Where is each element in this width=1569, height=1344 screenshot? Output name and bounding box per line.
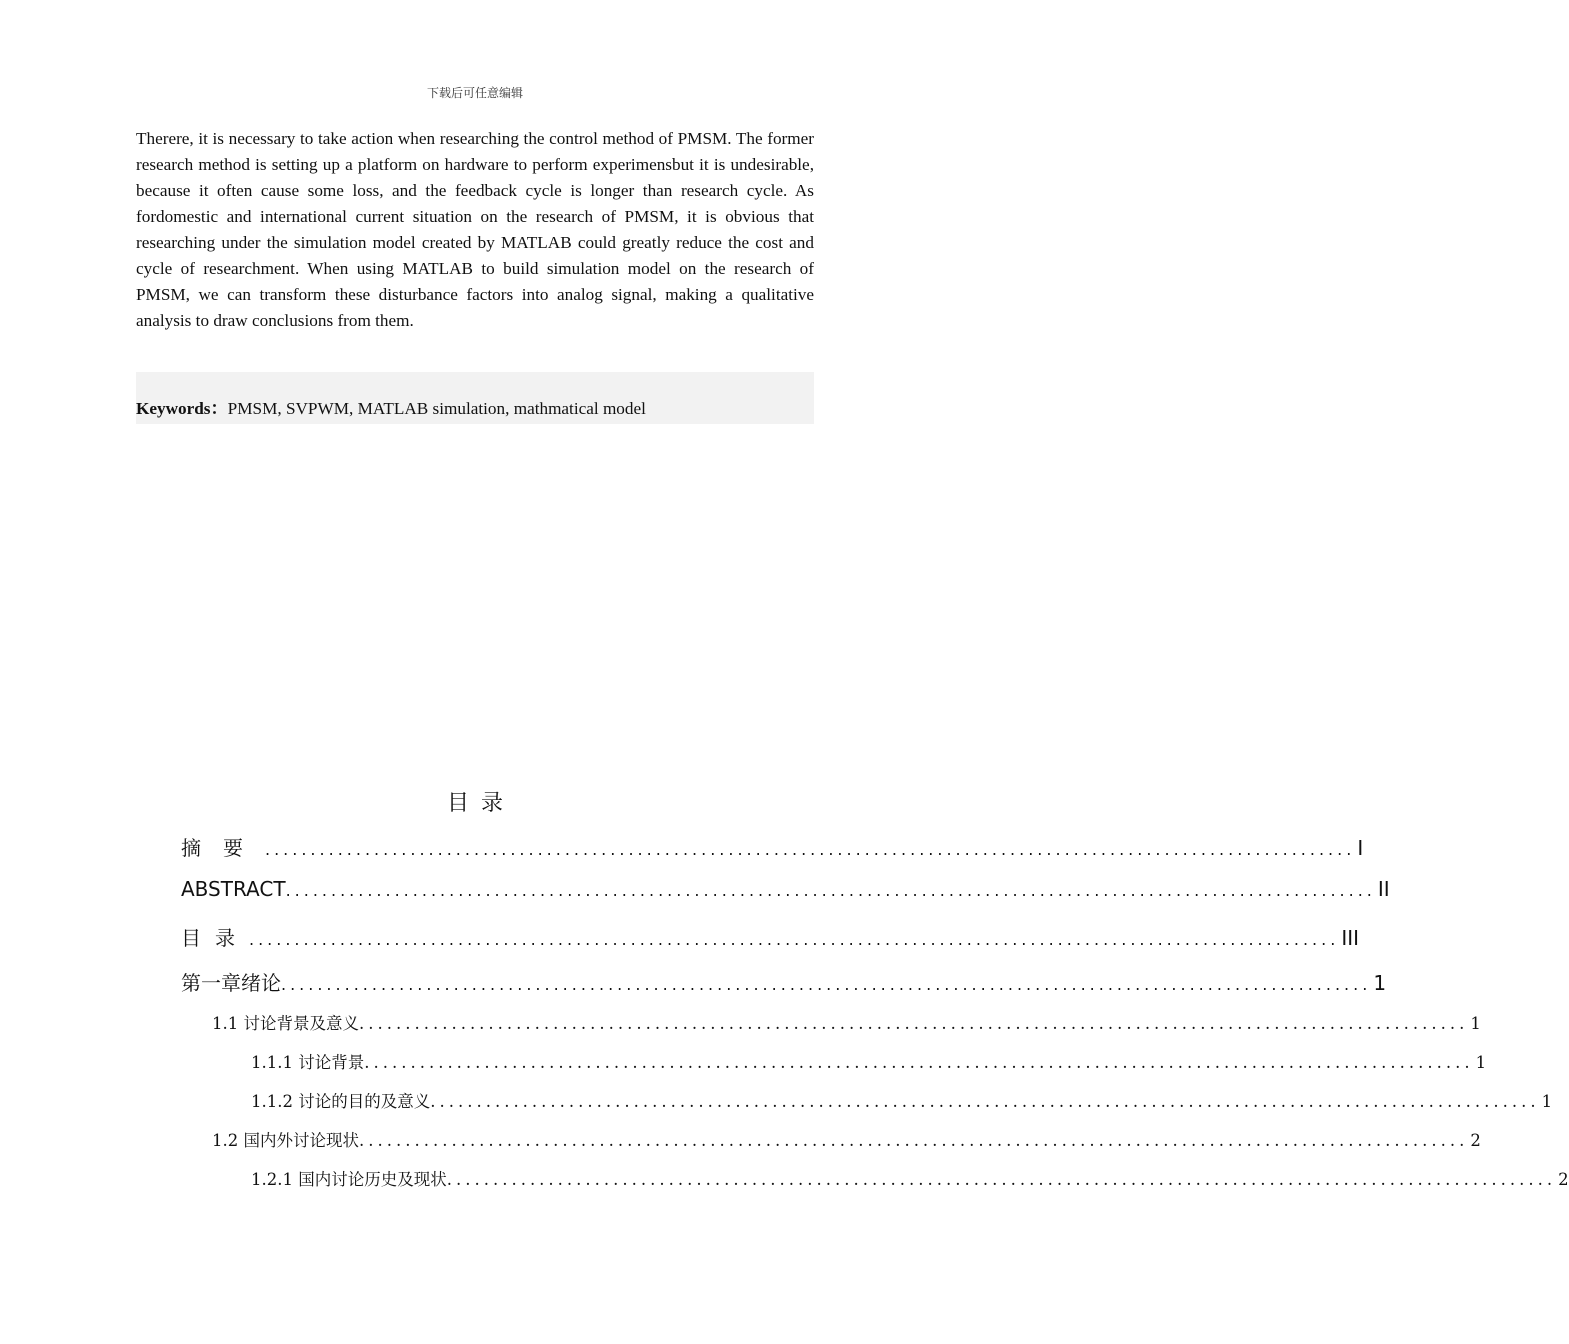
toc-leader-dots: ........................................................................................................................	[265, 840, 1356, 859]
toc-entry-page: 1	[1475, 1053, 1487, 1072]
toc-entry-label: 1.1 讨论背景及意义	[212, 1014, 359, 1033]
toc-leader-dots: ........................................................................................................................	[249, 930, 1340, 949]
toc-entry-page: 2	[1558, 1170, 1569, 1189]
toc-entry-1-1[interactable]	[212, 1010, 1481, 1034]
toc-entry-label: 1.2.1 国内讨论历史及现状	[251, 1170, 447, 1189]
toc-leader-dots: ........................................................................................................................	[359, 1014, 1469, 1033]
toc-entry-page: I	[1357, 836, 1364, 860]
toc-entry-label: ABSTRACT	[181, 877, 286, 901]
toc-entry-1-2-1[interactable]	[251, 1166, 1569, 1190]
toc-entry-label: 1.1.1 讨论背景	[251, 1053, 365, 1072]
toc-entry-page: 1	[1541, 1092, 1553, 1111]
toc-entry-page: 1	[1373, 971, 1387, 995]
toc-leader-dots: ........................................................................................................................	[285, 881, 1376, 900]
toc-entry-abstract-cn[interactable]	[181, 832, 1364, 860]
toc-entry-label: 摘要	[181, 836, 265, 860]
toc-entry-page: II	[1377, 877, 1390, 901]
toc-entry-label: 第一章绪论	[181, 971, 281, 995]
toc-entry-label: 1.2 国内外讨论现状	[212, 1131, 359, 1150]
toc-entry-chapter-1[interactable]	[181, 967, 1387, 995]
keywords-value: PMSM, SVPWM, MATLAB simulation, mathmatical model	[227, 399, 646, 418]
page-header-note: 下载后可任意编辑	[426, 86, 523, 100]
toc-leader-dots: ........................................................................................................................	[364, 1053, 1474, 1072]
toc-entry-1-1-2[interactable]	[251, 1088, 1553, 1112]
toc-leader-dots: ........................................................................................................................	[359, 1131, 1469, 1150]
toc-entry-1-1-1[interactable]	[251, 1049, 1487, 1073]
toc-entry-page: 1	[1470, 1014, 1481, 1033]
keywords-label: Keywords：	[136, 399, 228, 418]
toc-entry-label: 目录	[181, 926, 249, 950]
toc-entry-contents[interactable]	[181, 922, 1360, 950]
toc-leader-dots: ........................................................................................................................	[446, 1170, 1557, 1189]
toc-entry-abstract-en[interactable]	[181, 877, 1390, 905]
toc-entry-label: 1.1.2 讨论的目的及意义	[251, 1092, 431, 1111]
keywords-section	[136, 372, 814, 424]
toc-leader-dots: ........................................................................................................................	[281, 975, 1372, 994]
toc-entry-page: III	[1341, 926, 1360, 950]
toc-entry-1-2[interactable]	[212, 1127, 1481, 1151]
toc-entry-page: 2	[1470, 1131, 1481, 1150]
abstract-paragraph: Therere, it is necessary to take action when researching the control method of PMSM. The former research method is setting up a platform on hardware to perform experimensbut it is undesirable, because it often cause some loss, and the feedback cycle is longer than research cycle. As fordomestic and international current situation on the research of PMSM, it is obvious that researching under the simulation model created by MATLAB could greatly reduce the cost and cycle of researchment. When using MATLAB to build simulation model on the research of PMSM, we can transform these disturbance factors into analog signal, making a qualitative analysis to draw conclusions from them.	[136, 129, 814, 330]
toc-title: 目录	[446, 791, 515, 816]
toc-leader-dots: ........................................................................................................................	[430, 1092, 1540, 1111]
